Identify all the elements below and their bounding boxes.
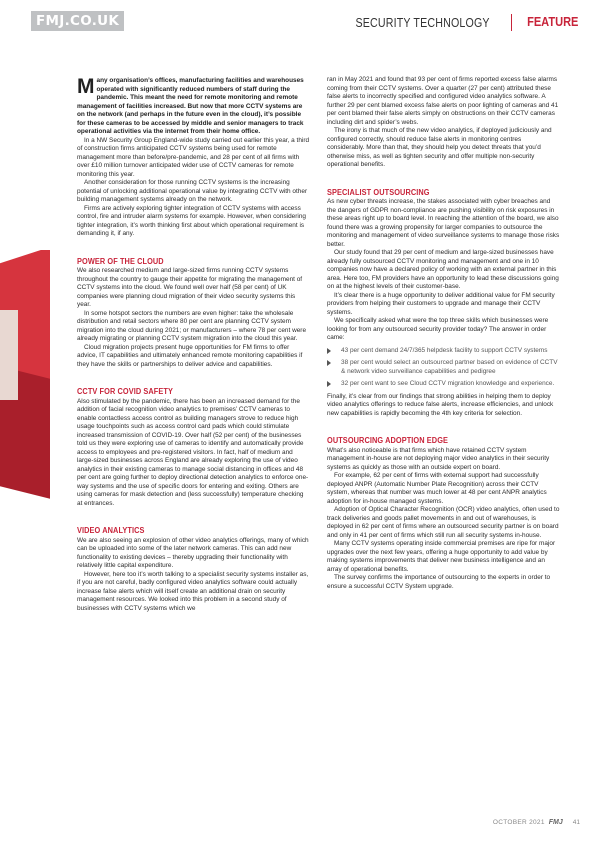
subhead-power-of-the-cloud: POWER OF THE CLOUD: [77, 256, 164, 266]
article-column-right: [327, 76, 560, 591]
body-paragraph: Cloud migration projects present huge opportunities for FM firms to offer advice, IT capabilities and ultimately enhanced remote monitoring capabilities if they have the skills or partnerships to deliver advice and capabilities.: [77, 343, 303, 368]
body-paragraph: In some hotspot sectors the numbers are even higher: take the wholesale distribution and retail sectors where 80 per cent are planning CCTV system migration into the cloud during 2021; or manufacturers – where 78 per cent were already migrating or planning CCTV system migration into the cloud this year.: [77, 309, 307, 342]
spacer: [327, 418, 560, 437]
light-shape: [0, 310, 18, 400]
article-column-left: [77, 77, 310, 613]
body-paragraph: What’s also noticeable is that firms which have retained CCTV system management in-house are not deploying major video analytics in their security systems as quickly as those with an outside expert on board.: [327, 446, 550, 471]
lead-text: any organisation’s offices, manufacturing facilities and warehouses operated with significantly reduced numbers of staff during the pandemic. This meant the need for remote monitoring and remote management of facilities increased. But now that more CCTV systems are on the network (and perhaps in the future even in the cloud), it’s possible for these cameras to be accessed by middle and senior managers to track operational activities via the internet from their home office.: [77, 77, 304, 135]
subhead-outsourcing-adoption-edge: OUTSOURCING ADOPTION EDGE: [327, 436, 449, 445]
body-paragraph: Adoption of Optical Character Recognition (OCR) video analytics, often used to track deliveries and goods pallet movements in and out of warehouses, is deployed in 62 per cent of firms where an outsourced security partner is on board and only in 41 per cent of firms which still run all security systems in-house.: [327, 506, 560, 539]
bullet-item: [327, 380, 560, 389]
header-divider: [511, 14, 512, 31]
body-paragraph: Firms are actively exploring tighter integration of CCTV systems with access control, fire and intruder alarm systems for example. However, when considering tighter integration, it’s worth thinking first about which operational requirement is demanding it, if any.: [77, 204, 306, 237]
triangle-bullet-icon: [327, 381, 331, 387]
section-label: SECURITY TECHNOLOGY: [355, 15, 490, 30]
triangle-bullet-icon: [327, 348, 331, 354]
spacer: [77, 369, 310, 388]
body-paragraph: Finally, it’s clear from our findings that strong abilities in helping them to deploy video analytics offerings to reduce false alerts, increase efficiencies, and unlock new capabilities is rapidly becoming the 4th key criteria for selection.: [327, 392, 554, 417]
subhead-specialist-outsourcing: SPECIALIST OUTSOURCING: [327, 187, 430, 197]
body-paragraph: The survey confirms the importance of outsourcing to the experts in order to ensure a successful CCTV System upgrade.: [327, 574, 551, 590]
body-paragraph: Many CCTV systems operating inside commercial premises are ripe for major upgrades over the next few years, offering a huge opportunity to add value by making systems improvements that deliver new business intelligence and an array of operational benefits.: [327, 540, 556, 573]
bullet-text: 32 per cent want to see Cloud CCTV migration knowledge and experience.: [341, 380, 555, 387]
page-footer: [493, 819, 580, 826]
bullet-item: [327, 347, 560, 356]
bullet-list: [327, 347, 560, 389]
magazine-brand: FMJ: [548, 819, 563, 826]
bullet-text: 43 per cent demand 24/7/365 helpdesk facility to support CCTV systems: [341, 346, 548, 354]
lead-paragraph: [77, 77, 310, 137]
body-paragraph: It’s clear there is a huge opportunity to deliver additional value for FM security providers from helping their customers to upgrade and manage their CCTV systems.: [327, 291, 555, 316]
subhead-cctv-for-covid-safety: CCTV FOR COVID SAFETY: [77, 387, 173, 396]
spacer: [77, 508, 310, 527]
body-paragraph: For example, 62 per cent of firms with external support had successfully deployed ANPR (Automatic Number Plate Recognition) across their CCTV system, whereas that number was much lower at 48 per cent ANPR analytics adoption for in-house managed systems.: [327, 472, 547, 505]
bullet-item: [327, 359, 560, 376]
body-paragraph: However, here too it’s worth talking to a specialist security systems installer as, if you are not careful, badly configured video analytics software could actually increase false alerts which will itself create an additional drain on security management resources. We looked into this problem in a second study of businesses with CCTV systems which we: [77, 570, 309, 612]
bullet-text: 38 per cent would select an outsourced partner based on evidence of CCTV & network video surveillance capabilities and pedigree: [341, 359, 558, 375]
spacer: [327, 170, 560, 189]
body-paragraph: As new cyber threats increase, the stakes associated with cyber breaches and the dangers of GDPR non-compliance are pushing visibility on risk exposures in these areas right up to board level. In reaching the attention of the board, we also found there was a growing propensity for larger companies to outsource the monitoring and management of video surveillance systems to manage those risks better.: [327, 198, 560, 248]
body-paragraph: ran in May 2021 and found that 93 per cent of firms reported excess false alarms coming from their CCTV systems. Over a quarter (27 per cent) attributed these false alerts to incorrectly specified and configured video analytics software. A further 29 per cent blamed excess false alerts on poor lighting of cameras and 41 per cent blamed their false alerts simply on obstructions on their CCTV cameras including dirt and spider’s webs.: [327, 76, 559, 126]
triangle-bullet-icon: [327, 360, 331, 366]
body-paragraph: We specifically asked what were the top three skills which businesses were looking for from any outsourced security provider today? The answer in order came:: [327, 317, 549, 341]
section-tag: FEATURE: [526, 14, 578, 29]
side-image-fragment: [0, 250, 56, 500]
body-paragraph: In a NW Security Group England-wide study carried out earlier this year, a third of construction firms anticipated CCTV systems being used for remote management more than before/pre-pandemic, and 28 per cent of all firms with over £10 million turnover anticipated wider use of CCTV cameras for remote monitoring this year.: [77, 136, 310, 178]
spacer: [77, 239, 310, 258]
page-header: [0, 0, 598, 44]
issue-date: OCTOBER 2021: [492, 819, 545, 826]
body-paragraph: We also researched medium and large-sized firms running CCTV systems throughout the country to gauge their appetite for migrating the management of CCTV systems into the cloud. We found well over half (58 per cent) of UK companies were planning cloud migration of their video security systems this year.: [77, 267, 303, 308]
subhead-video-analytics: VIDEO ANALYTICS: [77, 526, 145, 535]
body-paragraph: We are also seeing an explosion of other video analytics offerings, many of which can be uploaded into some of the later network cameras. This can add new functionality to existing devices – thereby upgrading their functionality with relatively little capital expenditure.: [77, 536, 309, 569]
body-paragraph: Another consideration for those running CCTV systems is the increasing potential of unlocking additional operational value by integrating CCTV with other building management systems already on the network.: [77, 179, 308, 203]
body-paragraph: The irony is that much of the new video analytics, if deployed judiciously and configured correctly, should reduce false alerts in monitoring centres considerably. More than that, they should help you detect threats that you’d otherwise miss, as well as tighten security and offer multiple non-security operational benefits.: [327, 127, 552, 168]
body-paragraph: Our study found that 29 per cent of medium and large-sized businesses have already fully outsourced CCTV monitoring and management and one in 10 companies now have a declared policy of working with an external partner in this area. Here too, FM providers have an opportunity to lead these discussions going on at the highest levels of their customer-base.: [327, 249, 559, 290]
page-number: 41: [572, 819, 580, 826]
body-paragraph: Also stimulated by the pandemic, there has been an increased demand for the addition of facial recognition video analytics to premises’ CCTV cameras to enable contactless access control as building managers strove to reduce high usage touchpoints such as access control card pads which could stimulate increased transmission of COVID-19. Over half (52 per cent) of the businesses told us they were exploring use of cameras to identify and automatically provide access to employees and pre-registered visitors. In fact, half of medium and large-sized businesses across England are already exploring the use of video analytics in their existing cameras to manage social distancing in offices and 48 per cent are going further to deploy directional detection analytics to enforce one-way systems and the use of specific doors for entering and exiting. Others are using cameras for mask detection and (less successfully) temperature checking at entrances.: [77, 397, 309, 507]
drop-cap: M: [77, 75, 95, 98]
site-logo[interactable]: FMJ.CO.UK: [31, 11, 124, 31]
